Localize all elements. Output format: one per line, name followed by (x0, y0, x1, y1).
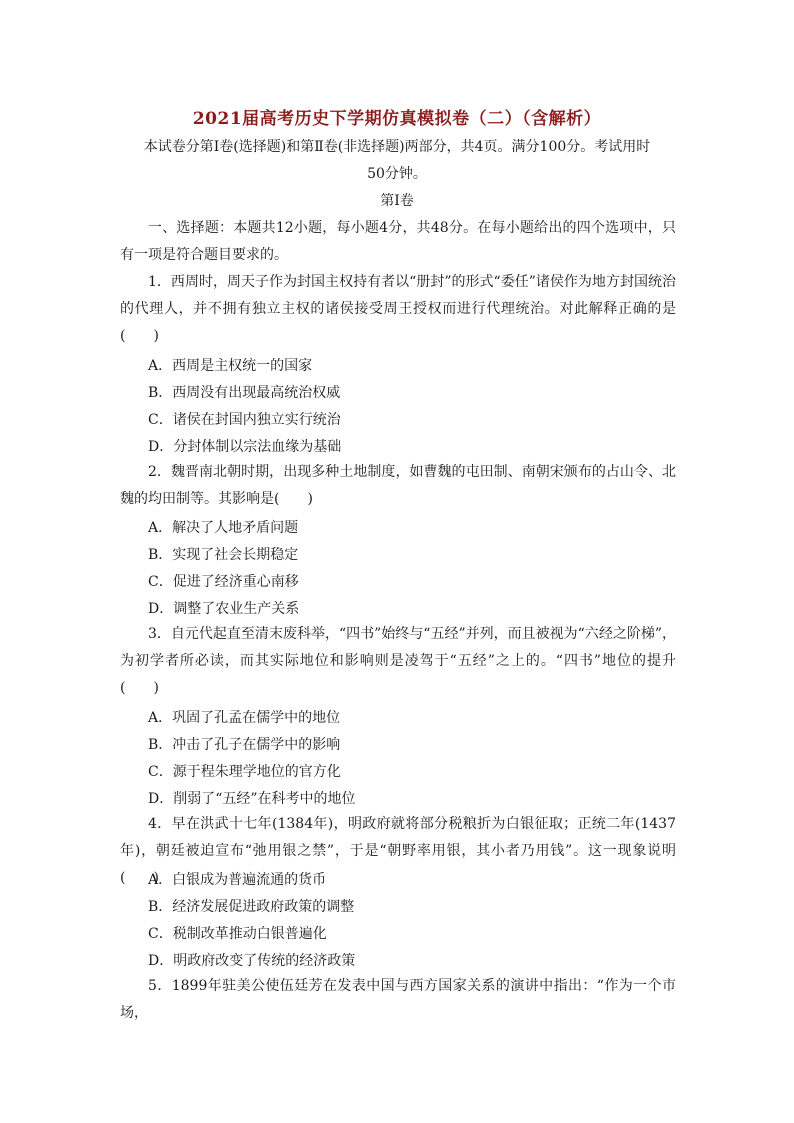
question-1-option-a: A．西周是主权统一的国家 (148, 358, 313, 374)
question-1-option-c: C．诸侯在封国内独立实行统治 (148, 412, 341, 428)
question-4-option-c: C．税制改革推动白银普遍化 (148, 926, 327, 942)
question-4-stem: 4．早在洪武十七年(1384年)，明政府就将部分税粮折为白银征取；正统二年(1437年)，朝廷被迫宣布“弛用银之禁”，于是“朝野率用银，其小者乃用钱”。这一现象说明( ) (120, 816, 676, 886)
question-3-option-a: A．巩固了孔孟在儒学中的地位 (148, 710, 341, 726)
intro-line-1: 本试卷分第Ⅰ卷(选择题)和第Ⅱ卷(非选择题)两部分，共4页。满分100分。考试用时 (143, 139, 651, 155)
question-2-option-c: C．促进了经济重心南移 (148, 574, 299, 590)
intro-line-2: 50分钟。 (367, 166, 427, 182)
section-heading: 第Ⅰ卷 (380, 193, 414, 209)
question-1-option-b: B．西周没有出现最高统治权威 (148, 385, 341, 401)
question-5-stem: 5．1899年驻美公使伍廷芳在发表中国与西方国家关系的演讲中指出：“作为一个市场， (120, 978, 676, 1021)
question-2-stem: 2．魏晋南北朝时期，出现多种土地制度，如曹魏的屯田制、南朝宋颁布的占山令、北魏的均田制等。其影响是( ) (120, 464, 676, 507)
question-3-option-c: C．源于程朱理学地位的官方化 (148, 764, 341, 780)
question-3-option-d: D．削弱了“五经”在科考中的地位 (148, 791, 356, 807)
question-2-option-b: B．实现了社会长期稳定 (148, 547, 299, 563)
question-1-stem: 1．西周时，周天子作为封国主权持有者以“册封”的形式“委任”诸侯作为地方封国统治的代理人，并不拥有独立主权的诸侯接受周王授权而进行代理统治。对此解释正确的是( ) (120, 274, 676, 344)
exam-title: 2021届高考历史下学期仿真模拟卷（二）（含解析） (192, 109, 602, 129)
question-2-option-a: A．解决了人地矛盾问题 (148, 520, 299, 536)
question-4-option-b: B．经济发展促进政府政策的调整 (148, 899, 355, 915)
question-4-option-a: A．白银成为普遍流通的货币 (148, 872, 327, 888)
question-4-option-d: D．明政府改变了传统的经济政策 (148, 953, 356, 969)
question-2-option-d: D．调整了农业生产关系 (148, 601, 300, 617)
question-3-option-b: B．冲击了孔子在儒学中的影响 (148, 737, 341, 753)
instruction-paragraph: 一、选择题：本题共12小题，每小题4分，共48分。在每小题给出的四个选项中，只有一项是符合题目要求的。 (120, 220, 676, 263)
question-3-stem: 3．自元代起直至清末废科举，“四书”始终与“五经”并列，而且被视为“六经之阶梯”，为初学者所必读，而其实际地位和影响则是凌驾于“五经”之上的。“四书”地位的提升( ) (120, 626, 676, 696)
question-1-option-d: D．分封体制以宗法血缘为基础 (148, 439, 342, 455)
